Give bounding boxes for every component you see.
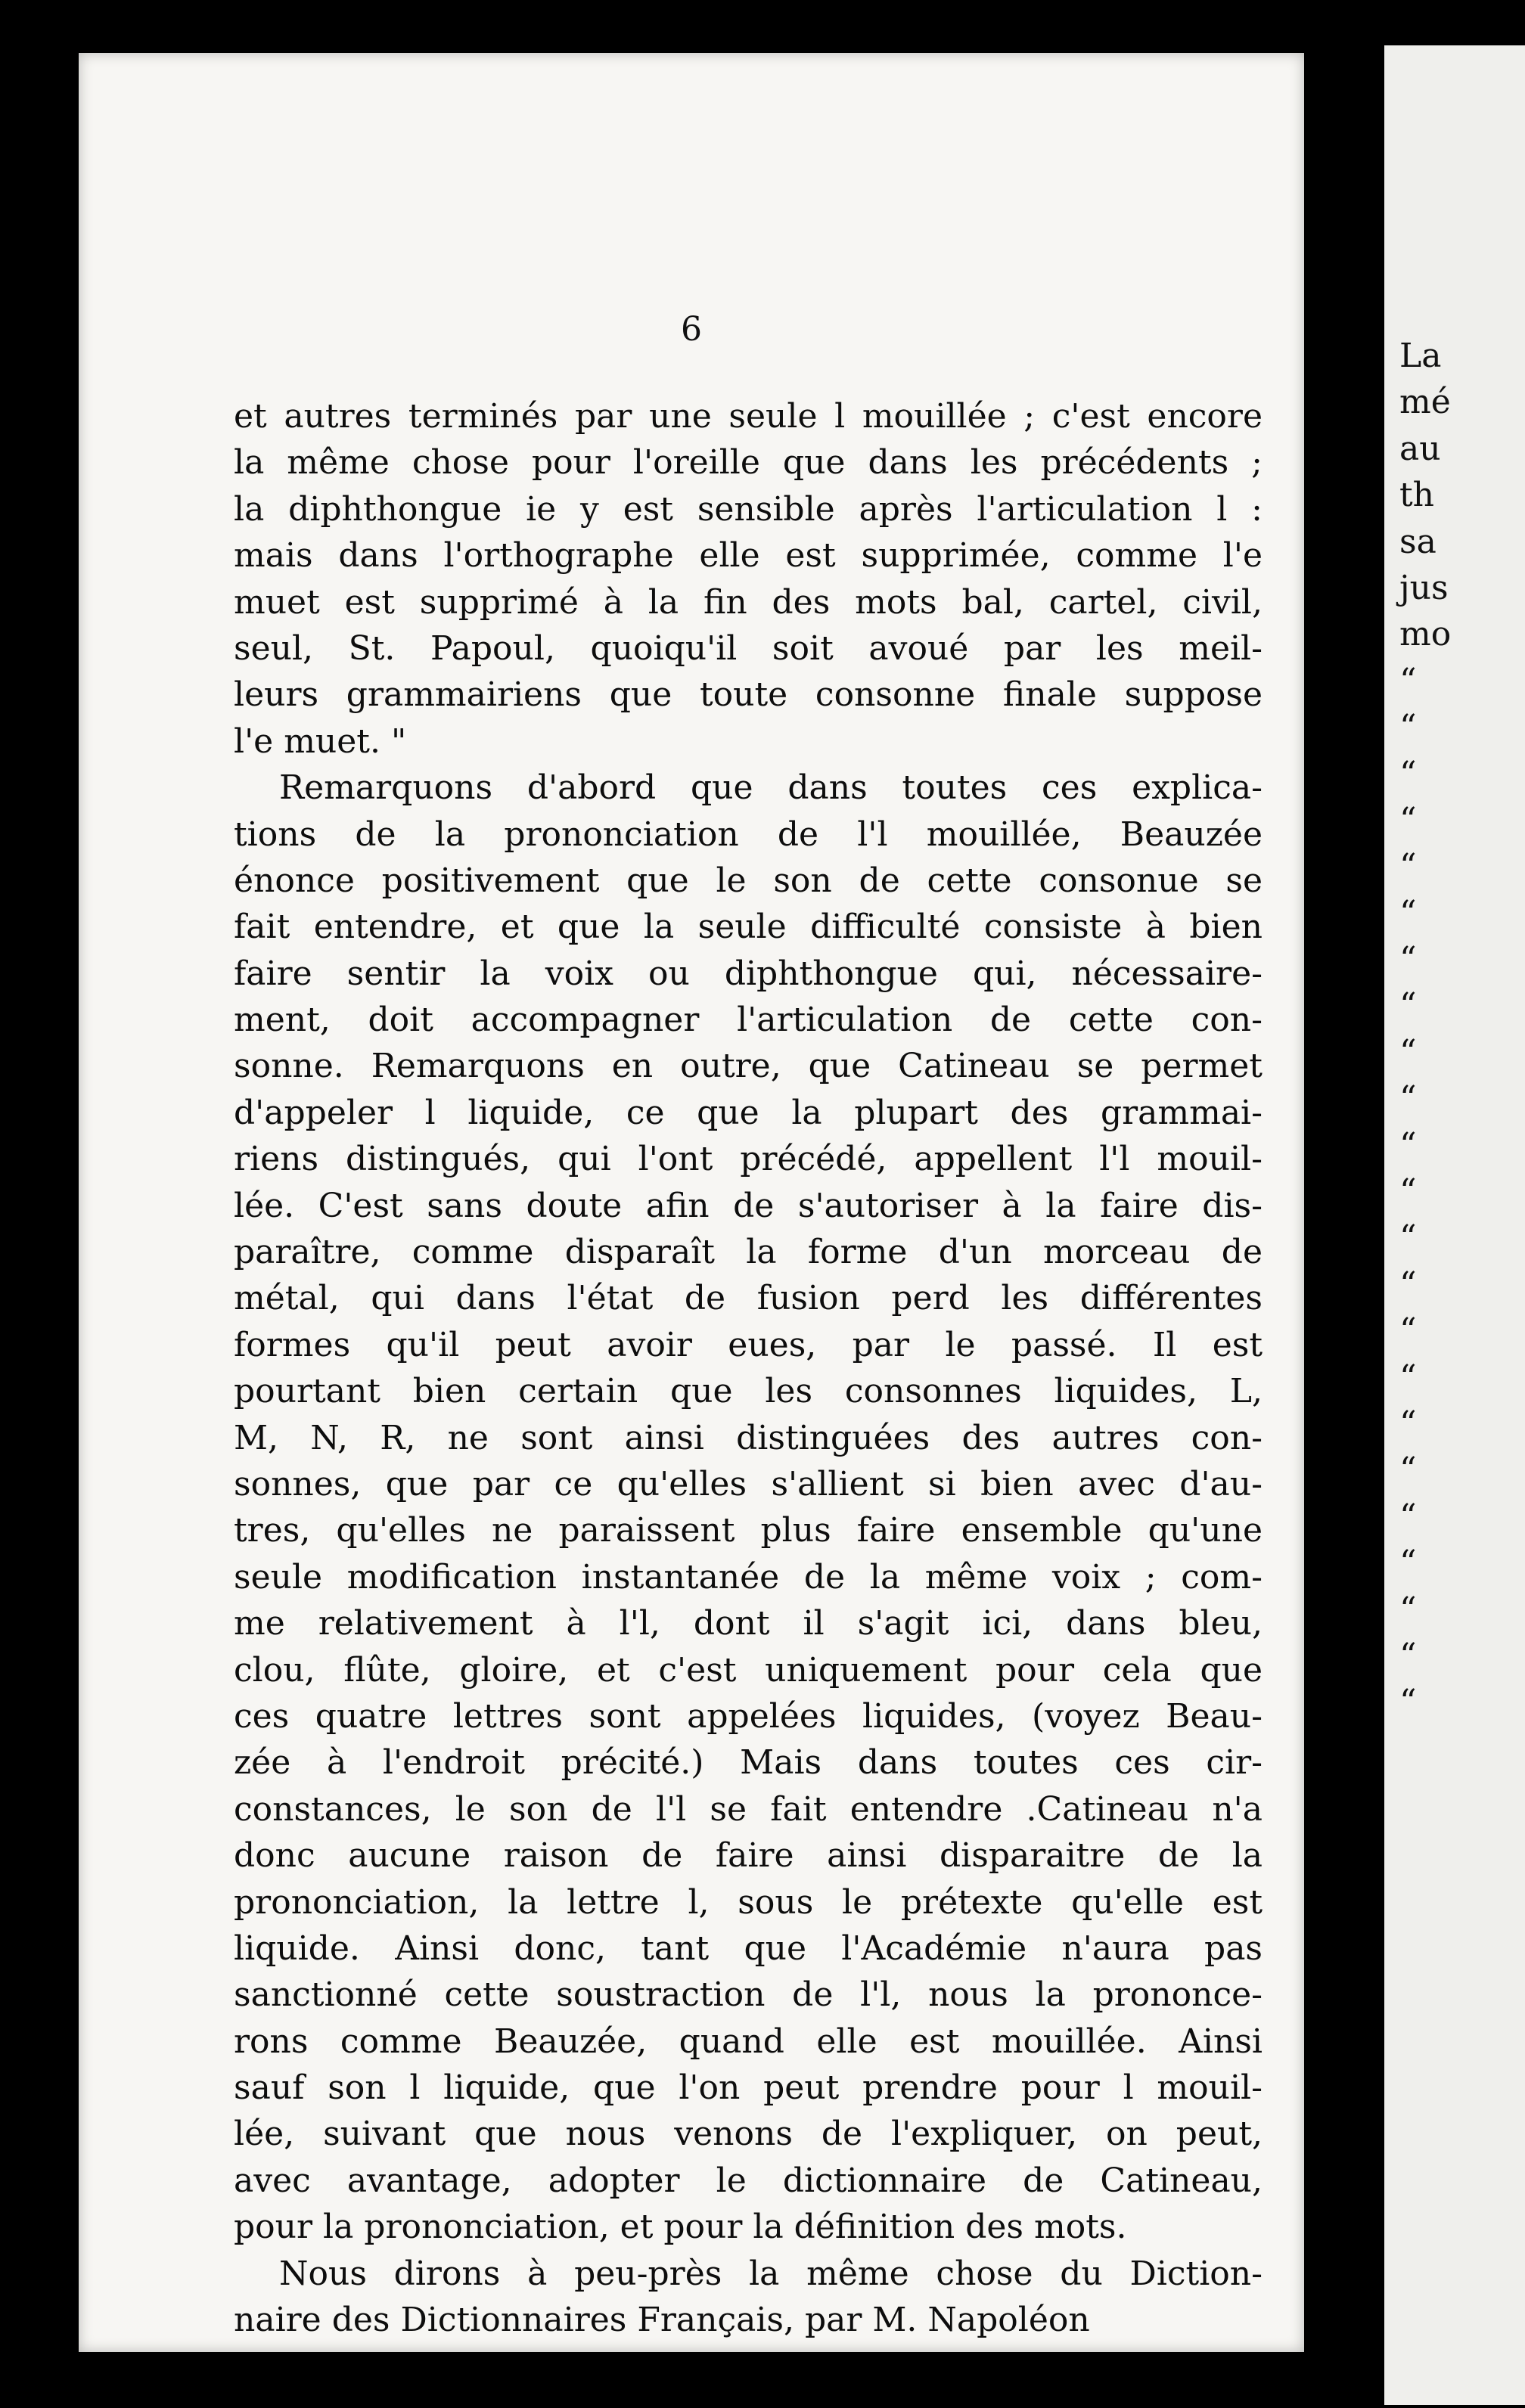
text-line: l'e muet. " bbox=[234, 721, 407, 761]
book-page bbox=[79, 53, 1304, 2352]
text-line: énonce positivement que le son de cette consonue se bbox=[234, 861, 1263, 900]
text-line: naire des Dictionnaires Français, par M. Napoléon bbox=[234, 2301, 1090, 2340]
text-line: zée à l'endroit précité.) Mais dans toutes ces cir- bbox=[234, 1743, 1263, 1783]
neighbor-line: La bbox=[1399, 337, 1442, 375]
neighbor-line: “ bbox=[1399, 661, 1417, 700]
neighbor-line: “ bbox=[1399, 847, 1417, 886]
text-line: prononciation, la lettre l, sous le prétexte qu'elle est bbox=[234, 1882, 1263, 1922]
text-line: Remarquons d'abord que dans toutes ces explica- bbox=[279, 768, 1263, 808]
neighbor-line: “ bbox=[1399, 1544, 1417, 1583]
text-line: faire sentir la voix ou diphthongue qui, nécessaire- bbox=[234, 954, 1263, 993]
text-line: clou, flûte, gloire, et c'est uniquement pour cela que bbox=[234, 1650, 1263, 1690]
text-line: avec avantage, adopter le dictionnaire de Catineau, bbox=[234, 2161, 1263, 2200]
neighbor-line: “ bbox=[1399, 1032, 1417, 1072]
neighbor-line: “ bbox=[1399, 1172, 1417, 1212]
text-line: riens distingués, qui l'ont précédé, appellent l'l mouil- bbox=[234, 1140, 1263, 1179]
text-line: d'appeler l liquide, ce que la plupart des grammai- bbox=[234, 1093, 1263, 1132]
text-line: leurs grammairiens que toute consonne finale suppose bbox=[234, 675, 1263, 715]
neighbor-line: “ bbox=[1399, 1311, 1417, 1351]
neighbor-line: “ bbox=[1399, 1358, 1417, 1397]
text-line: tions de la prononciation de l'l mouillée, Beauzée bbox=[234, 815, 1263, 854]
neighbor-page-fragment bbox=[1384, 333, 1525, 2405]
text-line: rons comme Beauzée, quand elle est mouillée. Ainsi bbox=[234, 2022, 1263, 2061]
neighbor-line: “ bbox=[1399, 800, 1417, 839]
text-line: la même chose pour l'oreille que dans les précédents ; bbox=[234, 443, 1263, 483]
neighbor-line: “ bbox=[1399, 708, 1417, 747]
page-number: 6 bbox=[681, 310, 702, 349]
neighbor-line: “ bbox=[1399, 1590, 1417, 1629]
neighbor-line: “ bbox=[1399, 1079, 1417, 1119]
neighbor-line: th bbox=[1399, 476, 1435, 515]
text-line: M, N, R, ne sont ainsi distinguées des autres con- bbox=[234, 1418, 1263, 1457]
neighbor-line: au bbox=[1399, 429, 1441, 468]
text-line: donc aucune raison de faire ainsi disparaitre de la bbox=[234, 1836, 1263, 1876]
text-line: seul, St. Papoul, quoiqu'il soit avoué par les meil- bbox=[234, 628, 1263, 668]
text-line: seule modification instantanée de la même voix ; com- bbox=[234, 1557, 1263, 1597]
text-line: ces quatre lettres sont appelées liquides, (voyez Beau- bbox=[234, 1696, 1263, 1736]
text-line: sonnes, que par ce qu'elles s'allient si bien avec d'au- bbox=[234, 1464, 1263, 1503]
text-line: constances, le son de l'l se fait entendre .Catineau n'a bbox=[234, 1789, 1263, 1829]
neighbor-line: “ bbox=[1399, 986, 1417, 1026]
neighbor-line: “ bbox=[1399, 1451, 1417, 1490]
neighbor-page-top bbox=[1384, 45, 1525, 333]
neighbor-line: “ bbox=[1399, 1265, 1417, 1304]
text-line: sanctionné cette soustraction de l'l, nous la prononce- bbox=[234, 1975, 1263, 2015]
text-line: métal, qui dans l'état de fusion perd les différentes bbox=[234, 1279, 1263, 1318]
text-line: formes qu'il peut avoir eues, par le passé. Il est bbox=[234, 1325, 1263, 1364]
text-line: mais dans l'orthographe elle est supprimée, comme l'e bbox=[234, 536, 1263, 576]
neighbor-line: “ bbox=[1399, 940, 1417, 979]
text-line: sonne. Remarquons en outre, que Catineau se permet bbox=[234, 1047, 1263, 1086]
neighbor-line: “ bbox=[1399, 1404, 1417, 1443]
text-line: lée. C'est sans doute afin de s'autoriser à la faire dis- bbox=[234, 1186, 1263, 1225]
text-line: muet est supprimé à la fin des mots bal, cartel, civil, bbox=[234, 582, 1263, 622]
text-line: liquide. Ainsi donc, tant que l'Académie n'aura pas bbox=[234, 1929, 1263, 1968]
text-line: ment, doit accompagner l'articulation de cette con- bbox=[234, 1001, 1263, 1040]
neighbor-line: “ bbox=[1399, 1125, 1417, 1165]
body-text bbox=[234, 393, 1263, 2343]
text-line: la diphthongue ie y est sensible après l'articulation l : bbox=[234, 489, 1263, 529]
text-line: pourtant bien certain que les consonnes liquides, L, bbox=[234, 1372, 1263, 1411]
text-line: lée, suivant que nous venons de l'expliquer, on peut, bbox=[234, 2115, 1263, 2154]
text-line: et autres terminés par une seule l mouillée ; c'est encore bbox=[234, 397, 1263, 436]
text-line: paraître, comme disparaît la forme d'un morceau de bbox=[234, 1233, 1263, 1272]
text-line: tres, qu'elles ne paraissent plus faire ensemble qu'une bbox=[234, 1511, 1263, 1550]
text-line: sauf son l liquide, que l'on peut prendre pour l mouil- bbox=[234, 2068, 1263, 2108]
neighbor-line: “ bbox=[1399, 1497, 1417, 1536]
neighbor-line: “ bbox=[1399, 893, 1417, 932]
neighbor-line: “ bbox=[1399, 1636, 1417, 1675]
text-line: fait entendre, et que la seule difficulté consiste à bien bbox=[234, 908, 1263, 947]
neighbor-line: mo bbox=[1399, 615, 1452, 654]
neighbor-line: “ bbox=[1399, 754, 1417, 793]
neighbor-line: “ bbox=[1399, 1218, 1417, 1258]
text-line: Nous dirons à peu-près la même chose du Diction- bbox=[279, 2254, 1263, 2293]
text-line: me relativement à l'l, dont il s'agit ici, dans bleu, bbox=[234, 1604, 1263, 1643]
neighbor-line: “ bbox=[1399, 1683, 1417, 1722]
text-line: pour la prononciation, et pour la définition des mots. bbox=[234, 2208, 1127, 2247]
neighbor-line: sa bbox=[1399, 522, 1436, 561]
neighbor-line: jus bbox=[1399, 568, 1449, 607]
neighbor-line: mé bbox=[1399, 383, 1451, 422]
